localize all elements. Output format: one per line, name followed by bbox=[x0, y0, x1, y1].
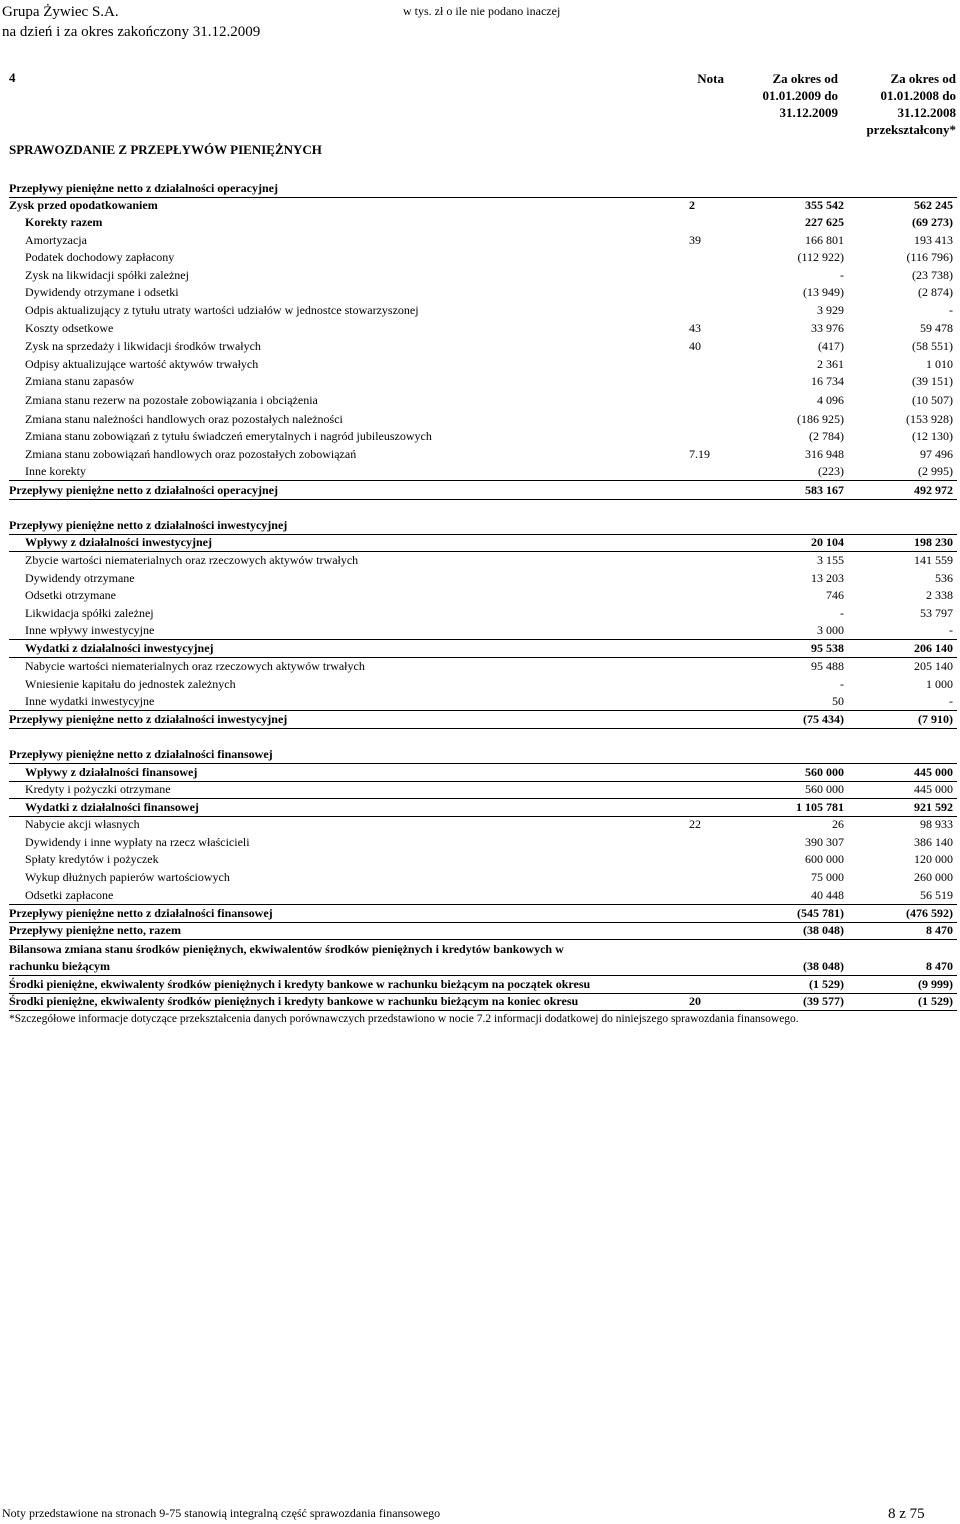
value-2008: (10 507) bbox=[912, 393, 953, 407]
value-2009: (112 922) bbox=[797, 250, 844, 264]
value-2009: (75 434) bbox=[803, 712, 844, 726]
row-nota: 43 bbox=[689, 321, 701, 335]
value-2008: 53 797 bbox=[920, 606, 953, 620]
value-2009: (1 529) bbox=[809, 977, 844, 991]
value-2009: 560 000 bbox=[805, 765, 844, 779]
table-row bbox=[9, 604, 957, 622]
row-label: Zbycie wartości niematerialnych oraz rzeczowych aktywów trwałych bbox=[25, 553, 359, 567]
row-label: Wykup dłużnych papierów wartościowych bbox=[25, 870, 230, 884]
row-label: Odpisy aktualizujące wartość aktywów trwałych bbox=[25, 357, 259, 371]
table-row bbox=[9, 992, 957, 1011]
row-label: Odsetki otrzymane bbox=[25, 588, 116, 602]
value-2009: (2 784) bbox=[809, 429, 844, 443]
table-row bbox=[9, 445, 957, 463]
current-period-line: Za okres od bbox=[772, 71, 838, 86]
table-row bbox=[9, 957, 957, 976]
table-row bbox=[9, 780, 957, 799]
value-2009: (38 048) bbox=[803, 923, 844, 937]
value-2009: 20 104 bbox=[811, 535, 844, 549]
section-number: 4 bbox=[9, 70, 16, 85]
value-2009: 95 538 bbox=[811, 641, 844, 655]
value-2008: 205 140 bbox=[914, 659, 953, 673]
units-note: w tys. zł o ile nie podano inaczej bbox=[403, 4, 561, 18]
table-row bbox=[9, 569, 957, 587]
row-label: rachunku bieżącym bbox=[9, 959, 111, 973]
value-2008: 1 010 bbox=[926, 357, 953, 371]
row-label: Odpis aktualizujący z tytułu utraty wartości udziałów w jednostce stowarzyszonej bbox=[25, 303, 419, 317]
table-row bbox=[9, 462, 957, 481]
value-2009: 2 361 bbox=[817, 357, 844, 371]
table-row bbox=[9, 850, 957, 868]
table-row bbox=[9, 355, 957, 373]
row-label: Zmiana stanu rezerw na pozostałe zobowiązania i obciążenia bbox=[25, 393, 318, 407]
value-2008: 193 413 bbox=[914, 233, 953, 247]
row-label: Przepływy pieniężne netto z działalności inwestycyjnej bbox=[9, 518, 288, 532]
table-row bbox=[9, 410, 957, 428]
row-label: Przepływy pieniężne netto z działalności inwestycyjnej bbox=[9, 712, 288, 726]
value-2008: (7 910) bbox=[918, 712, 953, 726]
value-2009: (417) bbox=[818, 339, 844, 353]
current-period-header bbox=[740, 70, 838, 121]
value-2008: 921 592 bbox=[914, 800, 953, 814]
table-row bbox=[9, 372, 957, 390]
value-2008: (12 130) bbox=[912, 429, 953, 443]
value-2008: 56 519 bbox=[920, 888, 953, 902]
row-label: Wydatki z działalności inwestycyjnej bbox=[25, 641, 214, 655]
row-label: Wpływy z działalności finansowej bbox=[25, 765, 198, 779]
row-label: Podatek dochodowy zapłacony bbox=[25, 250, 175, 264]
value-2009: (545 781) bbox=[797, 906, 844, 920]
row-label: Korekty razem bbox=[25, 215, 103, 229]
value-2009: 13 203 bbox=[811, 571, 844, 585]
table-row bbox=[9, 940, 957, 958]
value-2009: 560 000 bbox=[805, 782, 844, 796]
value-2008: (69 273) bbox=[912, 215, 953, 229]
value-2008: (153 928) bbox=[906, 412, 953, 426]
value-2008: 59 478 bbox=[920, 321, 953, 335]
row-label: Nabycie wartości niematerialnych oraz rzeczowych aktywów trwałych bbox=[25, 659, 365, 673]
table-row bbox=[9, 301, 957, 319]
value-2009: - bbox=[840, 677, 844, 691]
table-row bbox=[9, 283, 957, 301]
value-2008: 141 559 bbox=[914, 553, 953, 567]
value-2009: 40 448 bbox=[811, 888, 844, 902]
table-row bbox=[9, 710, 957, 729]
table-row bbox=[9, 657, 957, 675]
row-label: Wydatki z działalności finansowej bbox=[25, 800, 199, 814]
value-2009: 16 734 bbox=[811, 374, 844, 388]
table-row bbox=[9, 921, 957, 940]
value-2009: 33 976 bbox=[811, 321, 844, 335]
row-label: Zmiana stanu zobowiązań handlowych oraz pozostałych zobowiązań bbox=[25, 447, 357, 461]
row-label: Kredyty i pożyczki otrzymane bbox=[25, 782, 171, 796]
row-label: Odsetki zapłacone bbox=[25, 888, 114, 902]
statement-title: SPRAWOZDANIE Z PRZEPŁYWÓW PIENIĘŻNYCH bbox=[9, 142, 322, 157]
value-2009: 3 929 bbox=[817, 303, 844, 317]
value-2008: 445 000 bbox=[914, 765, 953, 779]
value-2008: (39 151) bbox=[912, 374, 953, 388]
value-2008: 536 bbox=[935, 571, 953, 585]
prior-period-line: przekształcony* bbox=[866, 122, 956, 137]
row-label: Zmiana stanu należności handlowych oraz pozostałych należności bbox=[25, 412, 343, 426]
value-2009: 4 096 bbox=[817, 393, 844, 407]
row-label: Dywidendy i inne wypłaty na rzecz właścicieli bbox=[25, 835, 250, 849]
value-2009: 3 000 bbox=[817, 623, 844, 637]
table-row bbox=[9, 319, 957, 337]
value-2009: (39 577) bbox=[803, 994, 844, 1008]
row-label: Zmiana stanu zobowiązań z tytułu świadczeń emerytalnych i nagród jubileuszowych bbox=[25, 429, 432, 443]
row-label: Zysk na likwidacji spółki zależnej bbox=[25, 268, 189, 282]
reporting-period: na dzień i za okres zakończony 31.12.2009 bbox=[2, 24, 261, 40]
prior-period-line: 01.01.2008 do bbox=[880, 88, 956, 103]
value-2008: (23 738) bbox=[912, 268, 953, 282]
table-row bbox=[9, 248, 957, 266]
row-label: Spłaty kredytów i pożyczek bbox=[25, 852, 159, 866]
table-row bbox=[9, 266, 957, 284]
row-nota: 39 bbox=[689, 233, 701, 247]
value-2008: 206 140 bbox=[914, 641, 953, 655]
row-nota: 22 bbox=[689, 817, 701, 831]
value-2008: 260 000 bbox=[914, 870, 953, 884]
row-nota: 20 bbox=[689, 994, 701, 1008]
value-2009: 390 307 bbox=[805, 835, 844, 849]
value-2009: - bbox=[840, 606, 844, 620]
value-2009: (13 949) bbox=[803, 285, 844, 299]
value-2009: 583 167 bbox=[805, 483, 844, 497]
value-2009: 316 948 bbox=[805, 447, 844, 461]
value-2009: (223) bbox=[818, 464, 844, 478]
row-nota: 40 bbox=[689, 339, 701, 353]
row-label: Przepływy pieniężne netto z działalności operacyjnej bbox=[9, 181, 278, 195]
row-label: Inne korekty bbox=[25, 464, 86, 478]
value-2008: 562 245 bbox=[914, 198, 953, 212]
value-2008: (1 529) bbox=[918, 994, 953, 1008]
row-label: Przepływy pieniężne netto, razem bbox=[9, 923, 181, 937]
value-2008: 8 470 bbox=[926, 923, 953, 937]
value-2008: - bbox=[949, 303, 953, 317]
value-2009: 166 801 bbox=[805, 233, 844, 247]
table-row bbox=[9, 427, 957, 445]
value-2008: 198 230 bbox=[914, 535, 953, 549]
row-label: Dywidendy otrzymane bbox=[25, 571, 135, 585]
row-label: Przepływy pieniężne netto z działalności operacyjnej bbox=[9, 483, 278, 497]
row-nota: 2 bbox=[689, 198, 695, 212]
row-label: Dywidendy otrzymane i odsetki bbox=[25, 285, 179, 299]
row-label: Zmiana stanu zapasów bbox=[25, 374, 135, 388]
table-row bbox=[9, 886, 957, 905]
value-2008: (116 796) bbox=[906, 250, 953, 264]
current-period-line: 01.01.2009 do bbox=[762, 88, 838, 103]
row-label: Zysk przed opodatkowaniem bbox=[9, 198, 158, 212]
table-row bbox=[9, 391, 957, 409]
value-2009: 75 000 bbox=[811, 870, 844, 884]
row-label: Bilansowa zmiana stanu środków pieniężnych, ekwiwalentów środków pieniężnych i kredytów bankowych w bbox=[9, 942, 564, 956]
table-row bbox=[9, 833, 957, 851]
report-header bbox=[2, 2, 260, 42]
value-2008: (9 999) bbox=[918, 977, 953, 991]
page-number: 8 z 75 bbox=[888, 1506, 925, 1522]
nota-column-header: Nota bbox=[697, 71, 724, 86]
table-row bbox=[9, 196, 957, 214]
table-row bbox=[9, 533, 957, 552]
value-2009: 227 625 bbox=[805, 215, 844, 229]
row-label: Przepływy pieniężne netto z działalności finansowej bbox=[9, 906, 273, 920]
value-2008: 2 338 bbox=[926, 588, 953, 602]
value-2009: (38 048) bbox=[803, 959, 844, 973]
table-row bbox=[9, 586, 957, 604]
company-name: Grupa Żywiec S.A. bbox=[2, 4, 119, 20]
value-2009: 746 bbox=[826, 588, 844, 602]
value-2008: - bbox=[949, 694, 953, 708]
value-2008: 445 000 bbox=[914, 782, 953, 796]
value-2009: 1 105 781 bbox=[796, 800, 844, 814]
table-row bbox=[9, 815, 957, 833]
value-2008: (476 592) bbox=[906, 906, 953, 920]
row-label: Wniesienie kapitału do jednostek zależnych bbox=[25, 677, 236, 691]
value-2008: 98 933 bbox=[920, 817, 953, 831]
value-2009: 95 488 bbox=[811, 659, 844, 673]
table-row bbox=[9, 481, 957, 500]
table-row bbox=[9, 213, 957, 231]
row-label: Amortyzacja bbox=[25, 233, 87, 247]
table-row bbox=[9, 231, 957, 249]
value-2009: 355 542 bbox=[805, 198, 844, 212]
row-label: Inne wpływy inwestycyjne bbox=[25, 623, 155, 637]
value-2008: 97 496 bbox=[920, 447, 953, 461]
value-2008: (2 874) bbox=[918, 285, 953, 299]
value-2008: 8 470 bbox=[926, 959, 953, 973]
row-label: Środki pieniężne, ekwiwalenty środków pieniężnych i kredyty bankowe w rachunku bieżącym na początek okresu bbox=[9, 977, 591, 991]
table-row bbox=[9, 692, 957, 711]
value-2008: 120 000 bbox=[914, 852, 953, 866]
row-nota: 7.19 bbox=[689, 447, 710, 461]
value-2008: 492 972 bbox=[914, 483, 953, 497]
row-label: Koszty odsetkowe bbox=[25, 321, 114, 335]
row-label: Przepływy pieniężne netto z działalności finansowej bbox=[9, 747, 273, 761]
footnote: *Szczegółowe informacje dotyczące przekształcenia danych porównawczych przedstawiono w nocie 7.2 informacji dodatkowej do niniejszego sprawozdania finansowego. bbox=[9, 1013, 799, 1025]
current-period-line: 31.12.2009 bbox=[779, 105, 838, 120]
table-row bbox=[9, 639, 957, 658]
row-label: Likwidacja spółki zależnej bbox=[25, 606, 154, 620]
table-row bbox=[9, 745, 957, 764]
value-2009: 50 bbox=[832, 694, 844, 708]
prior-period-line: Za okres od bbox=[890, 71, 956, 86]
row-label: Zysk na sprzedaży i likwidacji środków trwałych bbox=[25, 339, 261, 353]
value-2008: 386 140 bbox=[914, 835, 953, 849]
value-2009: (186 925) bbox=[797, 412, 844, 426]
prior-period-line: 31.12.2008 bbox=[897, 105, 956, 120]
value-2009: 26 bbox=[832, 817, 844, 831]
table-row bbox=[9, 551, 957, 569]
row-label: Nabycie akcji własnych bbox=[25, 817, 140, 831]
value-2008: 1 000 bbox=[926, 677, 953, 691]
table-row bbox=[9, 621, 957, 640]
row-label: Inne wydatki inwestycyjne bbox=[25, 694, 155, 708]
value-2008: (2 995) bbox=[918, 464, 953, 478]
footer-note: Noty przedstawione na stronach 9-75 stanowią integralną część sprawozdania finansowego bbox=[2, 1506, 441, 1520]
value-2008: (58 551) bbox=[912, 339, 953, 353]
value-2009: 600 000 bbox=[805, 852, 844, 866]
table-row bbox=[9, 868, 957, 886]
row-label: Wpływy z działalności inwestycyjnej bbox=[25, 535, 212, 549]
value-2009: - bbox=[840, 268, 844, 282]
value-2008: - bbox=[949, 623, 953, 637]
value-2009: 3 155 bbox=[817, 553, 844, 567]
row-label: Środki pieniężne, ekwiwalenty środków pieniężnych i kredyty bankowe w rachunku bieżącym na koniec okresu bbox=[9, 994, 579, 1008]
table-row bbox=[9, 337, 957, 355]
prior-period-header bbox=[860, 70, 956, 138]
table-row bbox=[9, 675, 957, 693]
